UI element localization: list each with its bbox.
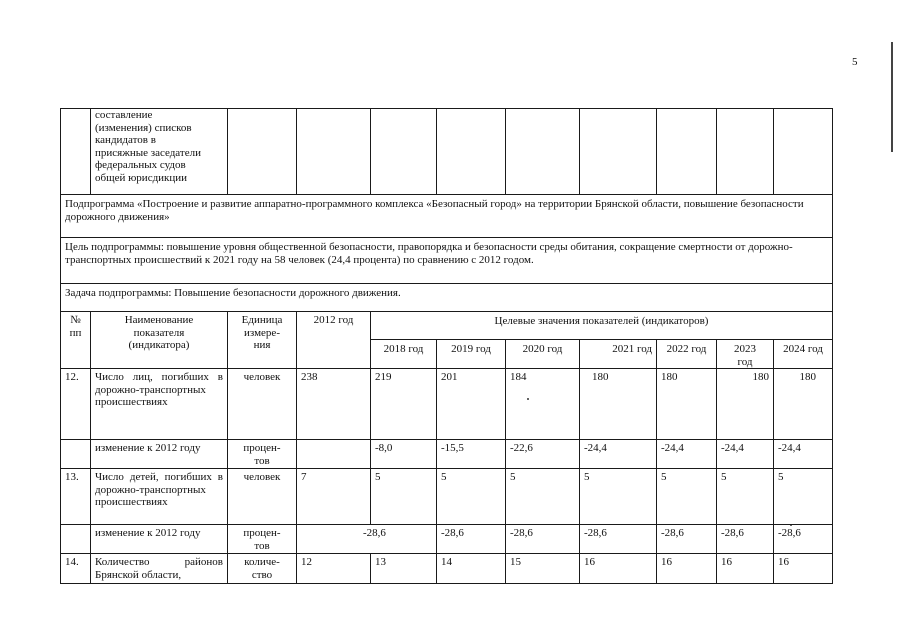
indicators-table	[60, 108, 833, 584]
empty-cell	[506, 109, 580, 195]
header-year: 2019 год	[437, 340, 506, 369]
table-row	[61, 554, 833, 584]
row-value: 15	[506, 554, 580, 584]
task-row	[61, 284, 833, 312]
cont-name-line: присяжные заседатели	[95, 146, 201, 159]
cont-name-line: федеральных судов	[95, 159, 186, 172]
row-value: -8,0	[371, 440, 437, 469]
subprogram-task: Задача подпрограммы: Повышение безопасности дорожного движения.	[61, 284, 833, 312]
empty-cell	[437, 109, 506, 195]
row-value: 16	[580, 554, 657, 584]
row-value: -28,6	[657, 525, 717, 554]
empty-cell	[774, 109, 833, 195]
row-num: 14.	[61, 554, 91, 584]
header-year: 2021 год	[580, 340, 657, 369]
row-value: -24,4	[717, 440, 774, 469]
header-targets: Целевые значения показателей (индикаторов)	[371, 312, 833, 340]
row-value: -15,5	[437, 440, 506, 469]
header-unit: Единица измере-ния	[228, 312, 297, 369]
row-base: 12	[297, 554, 371, 584]
header-row-1	[61, 312, 833, 340]
header-year: 2024 год	[774, 340, 833, 369]
table-row	[61, 469, 833, 525]
row-value: 13	[371, 554, 437, 584]
cont-num-cell	[61, 109, 91, 195]
row-value: 5	[657, 469, 717, 525]
header-year: 2023 год	[717, 340, 774, 369]
empty-cell	[371, 109, 437, 195]
row-unit: процен-тов	[228, 525, 297, 554]
row-value: -28,6	[717, 525, 774, 554]
continuation-row	[61, 109, 833, 195]
row-value: 184	[506, 369, 580, 440]
row-value: 219	[371, 369, 437, 440]
row-value: 5	[506, 469, 580, 525]
empty-cell	[228, 109, 297, 195]
row-unit: процен-тов	[228, 440, 297, 469]
row-value: -24,4	[580, 440, 657, 469]
row-value: 16	[774, 554, 833, 584]
row-value: -24,4	[774, 440, 833, 469]
empty-cell	[580, 109, 657, 195]
row-name: Число лиц, погибших в дорожно-транспортных происшествиях	[91, 369, 228, 440]
row-base: -28,6	[297, 525, 437, 554]
row-base	[297, 440, 371, 469]
row-name: изменение к 2012 году	[91, 525, 228, 554]
row-value: 5	[717, 469, 774, 525]
row-value: 5	[774, 469, 833, 525]
table-row	[61, 369, 833, 440]
scan-edge-mark	[891, 42, 893, 152]
row-value: -28,6	[506, 525, 580, 554]
header-num: № пп	[61, 312, 91, 369]
row-value: 180	[774, 369, 833, 440]
cont-name-line: кандидатов в	[95, 134, 156, 147]
row-name: изменение к 2012 году	[91, 440, 228, 469]
row-value: -28,6	[774, 525, 833, 554]
page-number: 5	[852, 56, 858, 68]
cont-name-line: составление	[95, 109, 153, 121]
cont-name-cell	[91, 109, 228, 195]
row-unit: человек	[228, 369, 297, 440]
empty-cell	[657, 109, 717, 195]
header-name: Наименование показателя (индикатора)	[91, 312, 228, 369]
table-row	[61, 525, 833, 554]
row-base: 238	[297, 369, 371, 440]
row-name: Число детей, погибших в дорожно-транспортных происшествиях	[91, 469, 228, 525]
header-year: 2018 год	[371, 340, 437, 369]
header-year: 2020 год	[506, 340, 580, 369]
goal-row	[61, 238, 833, 284]
row-value: -28,6	[437, 525, 506, 554]
row-value: 16	[717, 554, 774, 584]
row-value: 16	[657, 554, 717, 584]
subprogram-row	[61, 195, 833, 238]
row-num	[61, 440, 91, 469]
row-value: 5	[580, 469, 657, 525]
cont-name-line: (изменения) списков	[95, 121, 192, 134]
row-value: 180	[657, 369, 717, 440]
header-base-year: 2012 год	[297, 312, 371, 369]
row-num	[61, 525, 91, 554]
subprogram-title: Подпрограмма «Построение и развитие аппаратно-программного комплекса «Безопасный город» на территории Брянской области, повышение безопасности дорожного движения»	[61, 195, 833, 238]
row-unit: человек	[228, 469, 297, 525]
row-value: -22,6	[506, 440, 580, 469]
row-unit: количе-ство	[228, 554, 297, 584]
subprogram-goal: Цель подпрограммы: повышение уровня общественной безопасности, правопорядка и безопасности среды обитания, сокращение смертности от дорожно-транспортных происшествий к 2021 году на 58 человек (24,4 процента) по сравнению с 2012 годом.	[61, 238, 833, 284]
header-year: 2022 год	[657, 340, 717, 369]
row-value: 180	[580, 369, 657, 440]
row-value: -28,6	[580, 525, 657, 554]
row-value: -24,4	[657, 440, 717, 469]
row-num: 12.	[61, 369, 91, 440]
empty-cell	[297, 109, 371, 195]
row-value: 180	[717, 369, 774, 440]
row-num: 13.	[61, 469, 91, 525]
row-value: 201	[437, 369, 506, 440]
cont-name-line: общей юрисдикции	[95, 171, 188, 184]
row-value: 5	[437, 469, 506, 525]
empty-cell	[717, 109, 774, 195]
row-value: 5	[371, 469, 437, 525]
row-name: Количество районов Брянской области,	[91, 554, 228, 584]
row-value: 14	[437, 554, 506, 584]
row-base: 7	[297, 469, 371, 525]
table-row	[61, 440, 833, 469]
